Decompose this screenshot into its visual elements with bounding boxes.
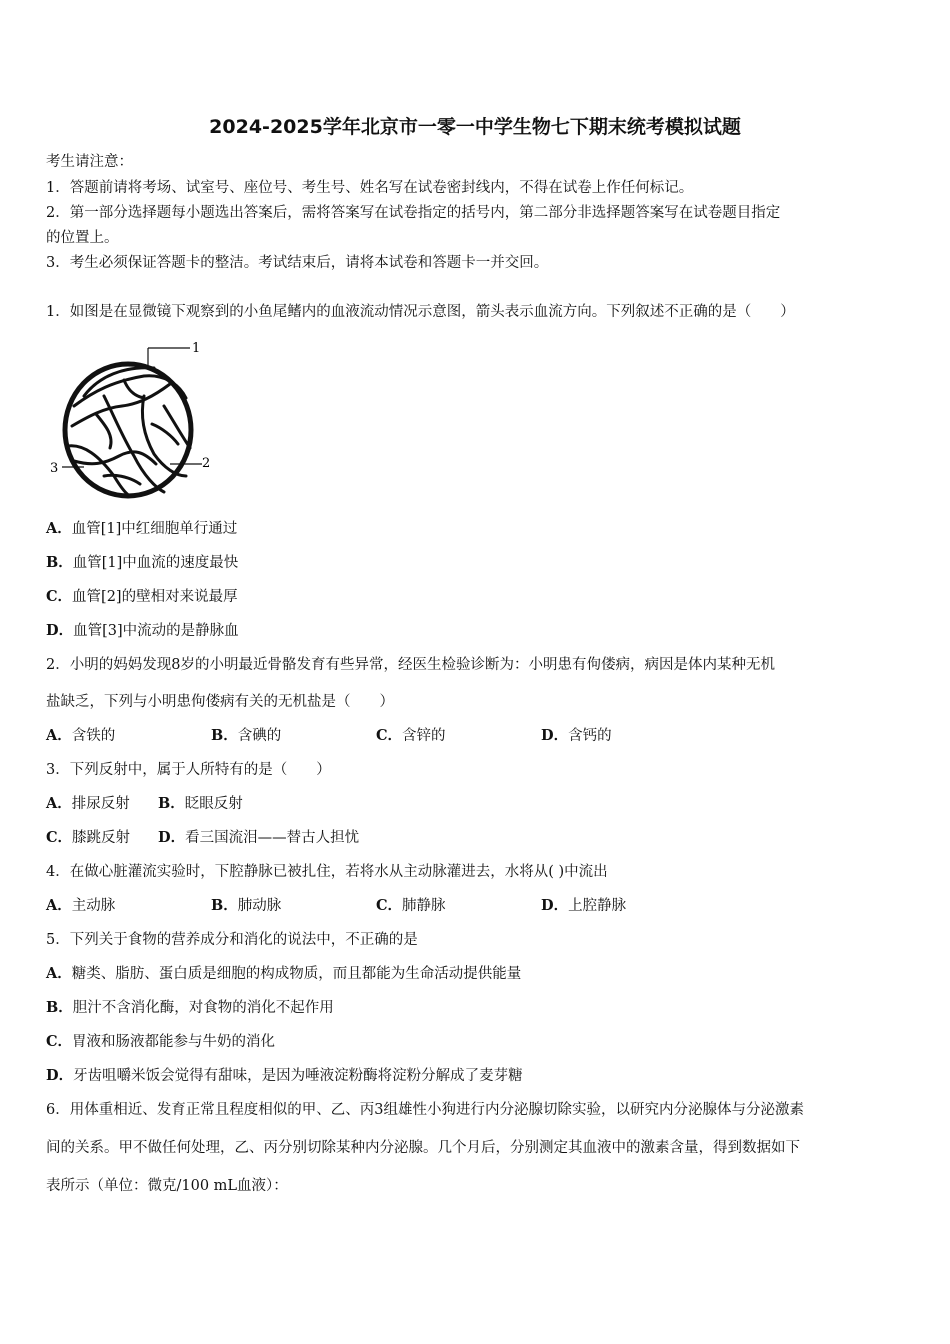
q1-option-b[interactable] [46,553,238,573]
option-text: 上腔静脉 [568,898,627,914]
option-text: 含铁的 [71,728,116,744]
option-letter: A． [46,965,72,982]
option-letter: C． [46,829,73,846]
q4-option-a[interactable] [46,896,211,916]
option-letter: C． [376,727,403,744]
notice-item-3: 3．考生必须保证答题卡的整洁。考试结束后，请将本试卷和答题卡一并交回。 [46,255,549,271]
option-letter: D． [46,622,74,639]
notice-item-1: 1．答题前请将考场、试室号、座位号、考生号、姓名写在试卷密封线内，不得在试卷上作任何标记。 [46,180,694,196]
option-text: 胆汁不含消化酶，对食物的消化不起作用 [72,1000,334,1016]
option-letter: C． [46,1033,73,1050]
q3-stem: 3．下列反射中，属于人所特有的是（ ） [46,762,331,778]
q5-option-d[interactable] [46,1066,523,1086]
option-text: 排尿反射 [71,796,130,812]
q3-option-a[interactable] [46,794,158,814]
option-letter: B． [46,999,73,1016]
option-letter: D． [541,727,569,744]
q3-options-row-2 [46,828,359,848]
option-letter: A． [46,727,72,744]
q5-option-c[interactable] [46,1032,275,1052]
q6-stem-line-3: 表所示（单位：微克/100 mL血液）： [46,1178,288,1194]
page-title: 2024-2025学年北京市一零一中学生物七下期末统考模拟试题 [209,116,741,138]
option-letter: D． [158,829,186,846]
q2-option-c[interactable] [376,726,541,746]
option-letter: B． [158,795,185,812]
q5-stem: 5．下列关于食物的营养成分和消化的说法中，不正确的是 [46,932,418,948]
q2-option-b[interactable] [211,726,376,746]
q2-options [46,726,612,746]
q5-option-a[interactable] [46,964,521,984]
option-text: 胃液和肠液都能参与牛奶的消化 [72,1034,276,1050]
q1-option-c[interactable] [46,587,238,607]
option-text: 含碘的 [237,728,282,744]
q4-stem: 4．在做心脏灌流实验时，下腔静脉已被扎住，若将水从主动脉灌进去，水将从( )中流出 [46,864,608,880]
q3-options-row-1 [46,794,243,814]
figure-label-1: 1 [192,341,201,356]
option-text: 膝跳反射 [72,830,131,846]
option-text: 看三国流泪——替古人担忧 [185,830,360,846]
option-letter: C． [46,588,73,605]
q3-option-d[interactable] [158,828,359,848]
q2-option-a[interactable] [46,726,211,746]
notice-heading: 考生请注意： [46,154,133,170]
q2-stem-line-1: 2．小明的妈妈发现8岁的小明最近骨骼发育有些异常，经医生检验诊断为：小明患有佝偻病，病因是体内某种无机 [46,657,775,673]
q3-option-c[interactable] [46,828,158,848]
q2-stem-line-2: 盐缺乏，下列与小明患佝偻病有关的无机盐是（ ） [46,694,394,710]
q2-option-d[interactable] [541,726,612,746]
option-letter: D． [541,897,569,914]
q4-option-b[interactable] [211,896,376,916]
option-letter: B． [211,897,238,914]
option-letter: B． [211,727,238,744]
q1-option-d[interactable] [46,621,239,641]
option-letter: B． [46,554,73,571]
q5-option-b[interactable] [46,998,334,1018]
option-text: 肺动脉 [237,898,282,914]
figure-label-2: 2 [202,456,211,471]
blood-flow-diagram [44,336,214,504]
notice-item-2: 2．第一部分选择题每小题选出答案后，需将答案写在试卷指定的括号内，第二部分非选择题答案写在试卷题目指定 [46,205,781,221]
option-text: 含钙的 [568,728,612,744]
option-letter: A． [46,897,72,914]
q1-option-a[interactable] [46,519,237,539]
q4-option-c[interactable] [376,896,541,916]
q3-option-b[interactable] [158,794,243,814]
option-text: 眨眼反射 [184,796,243,812]
option-text: 肺静脉 [402,898,446,914]
option-text: 糖类、脂肪、蛋白质是细胞的构成物质，而且都能为生命活动提供能量 [71,966,522,982]
notice-item-2-cont: 的位置上。 [46,230,119,246]
option-letter: A． [46,795,72,812]
q6-stem-line-1: 6．用体重相近、发育正常且程度相似的甲、乙、丙3组雄性小狗进行内分泌腺切除实验，以研究内分泌腺体与分泌激素 [46,1102,804,1118]
option-text: 血管[1]中红细胞单行通过 [71,521,238,537]
q4-options [46,896,626,916]
figure-label-3: 3 [50,461,59,476]
option-text: 血管[3]中流动的是静脉血 [73,623,239,639]
q4-option-d[interactable] [541,896,626,916]
option-letter: A． [46,520,72,537]
option-text: 血管[2]的壁相对来说最厚 [72,589,238,605]
option-text: 血管[1]中血流的速度最快 [72,555,239,571]
option-text: 主动脉 [71,898,116,914]
option-text: 含锌的 [402,728,446,744]
option-letter: D． [46,1067,74,1084]
q6-stem-line-2: 间的关系。甲不做任何处理，乙、丙分别切除某种内分泌腺。几个月后，分别测定其血液中的激素含量，得到数据如下 [46,1140,800,1156]
q1-stem: 1．如图是在显微镜下观察到的小鱼尾鳍内的血液流动情况示意图，箭头表示血流方向。下列叙述不正确的是（ ） [46,304,795,320]
option-text: 牙齿咀嚼米饭会觉得有甜味，是因为唾液淀粉酶将淀粉分解成了麦芽糖 [73,1068,523,1084]
option-letter: C． [376,897,403,914]
